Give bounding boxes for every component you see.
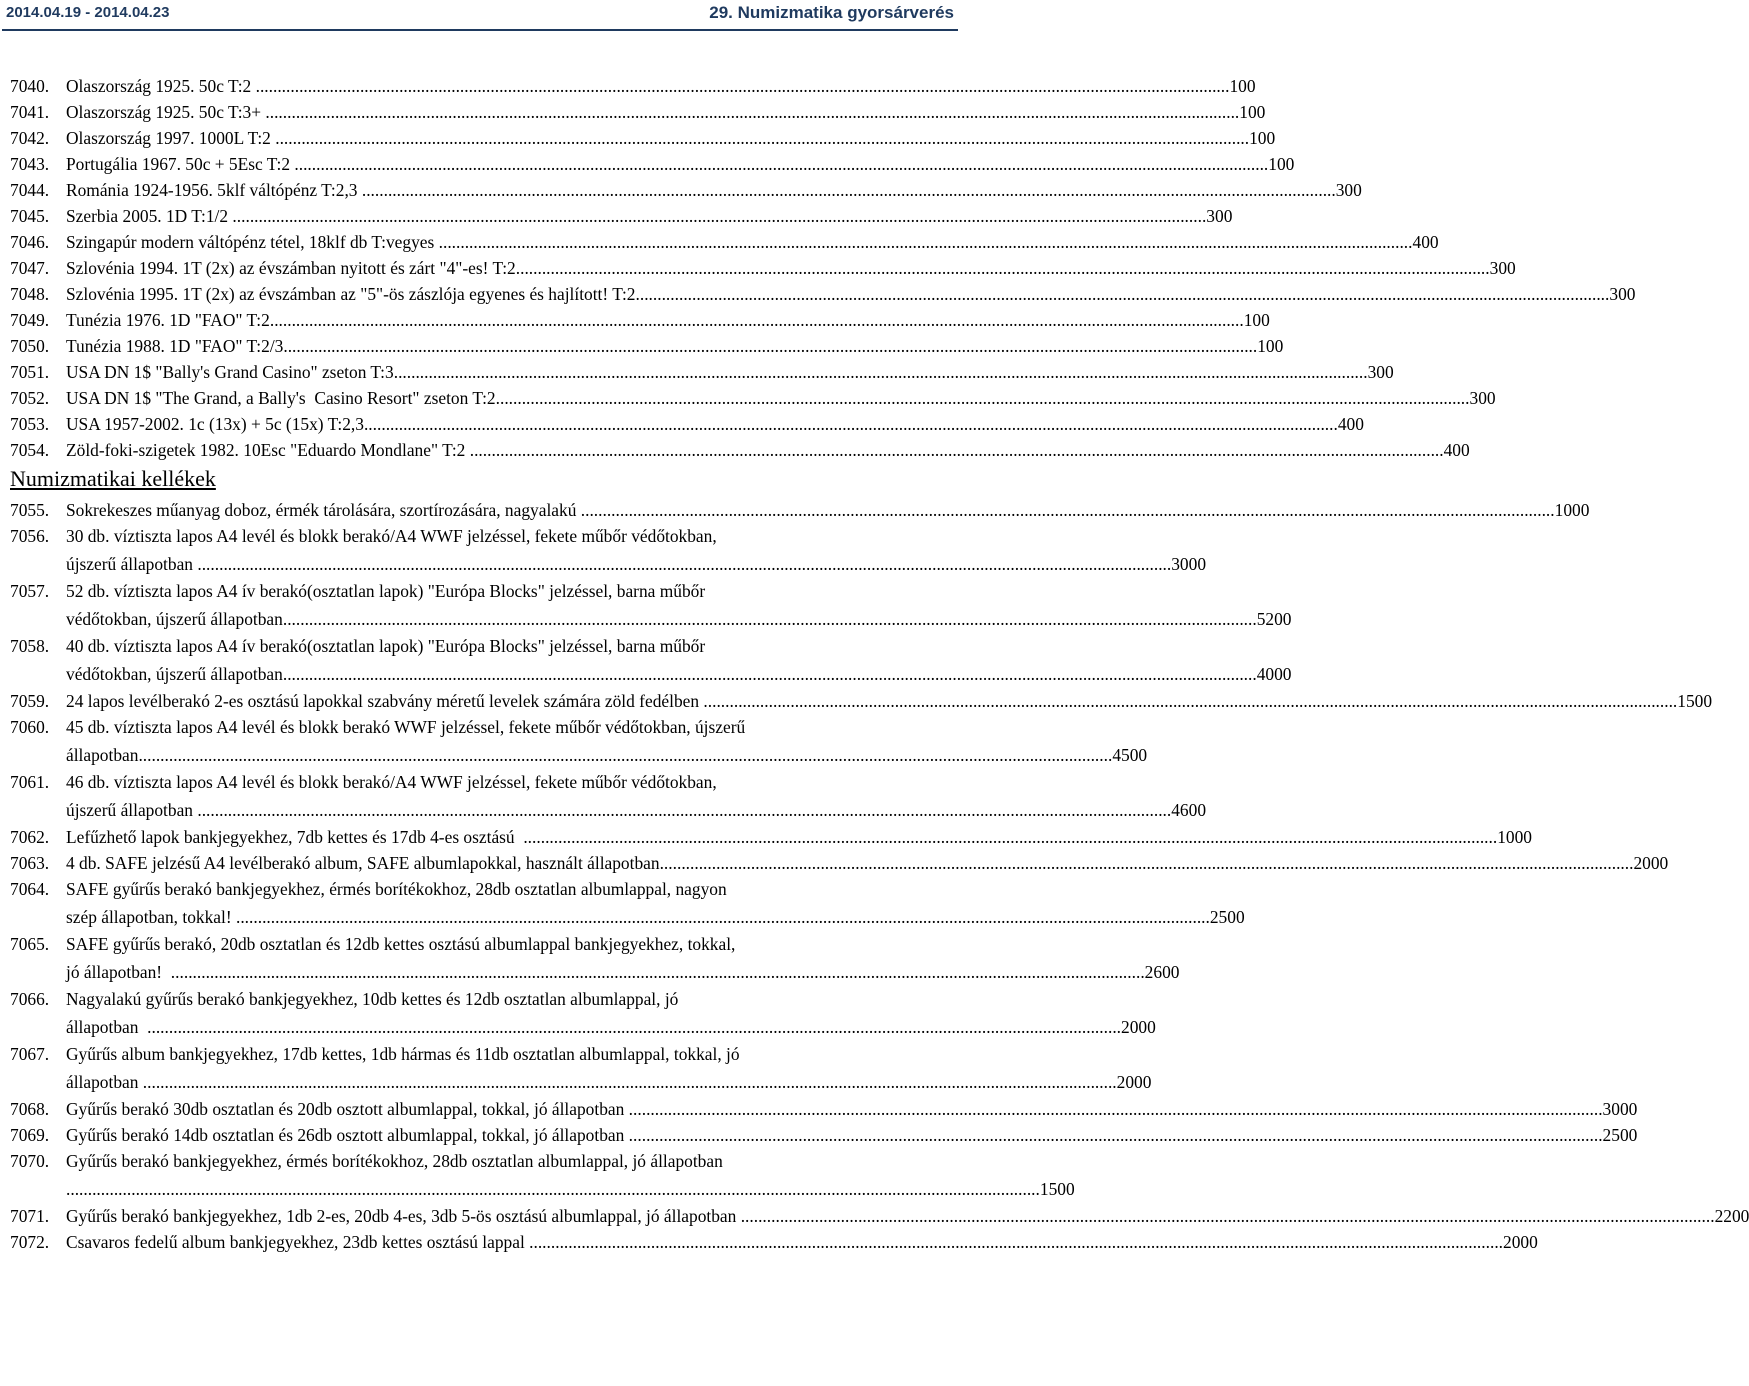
lot-line: [66, 99, 1265, 125]
lot-line: [66, 850, 1668, 876]
lot-description: [66, 307, 1270, 333]
lot-price: 300: [1367, 362, 1394, 382]
lot-text: Tunézia 1976. 1D "FAO" T:2: [66, 310, 270, 330]
lot-text: Gyűrűs berakó 30db osztatlan és 20db osztott albumlappal, tokkal, jó állapotban: [66, 1099, 629, 1119]
lot-price: 3000: [1602, 1099, 1638, 1119]
lot-price: 300: [1335, 180, 1362, 200]
lot-description: [66, 688, 1712, 714]
dot-leader: [147, 1014, 1121, 1042]
dot-leader: [362, 177, 1336, 203]
dot-leader: [496, 385, 1470, 411]
lot-text: 40 db. víztiszta lapos A4 ív berakó(osztatlan lapok) "Európa Blocks" jelzéssel, barna műbőr: [66, 636, 706, 656]
lot-number: 7072.: [10, 1232, 50, 1252]
lot-price: 4500: [1112, 744, 1148, 765]
dot-leader: [470, 437, 1444, 463]
lot-item: [10, 714, 1148, 769]
lot-item: [10, 1122, 1638, 1148]
dot-leader: [171, 959, 1145, 987]
lot-line: [66, 633, 1292, 661]
dot-leader: [275, 125, 1249, 151]
lot-text: SAFE gyűrűs berakó, 20db osztatlan és 12db kettes osztású albumlappal bankjegyekhez, tokkal,: [66, 934, 736, 954]
lot-line: [66, 578, 1292, 606]
lot-number: 7064.: [10, 879, 50, 899]
lot-number: 7042.: [10, 128, 50, 148]
lot-item: [10, 359, 1394, 385]
lot-text: Gyűrűs berakó 14db osztatlan és 26db osztott albumlappal, tokkal, jó állapotban: [66, 1125, 629, 1145]
lot-text: Csavaros fedelű album bankjegyekhez, 23db kettes osztású lappal: [66, 1232, 530, 1252]
lot-price: 1000: [1497, 827, 1532, 847]
lot-text: jó állapotban!: [66, 961, 171, 982]
lot-number: 7069.: [10, 1125, 50, 1145]
lot-price: 4000: [1256, 663, 1292, 684]
lot-text: 24 lapos levélberakó 2-es osztású lapokkal szabvány méretű levelek számára zöld fedélben: [66, 691, 704, 711]
dot-leader: [283, 661, 1257, 689]
lot-number: 7046.: [10, 232, 50, 252]
lot-text: 46 db. víztiszta lapos A4 levél és blokk berakó/A4 WWF jelzéssel, fekete műbőr védőtokban,: [66, 772, 717, 792]
lot-description: [66, 769, 1206, 824]
lot-price: 2500: [1602, 1125, 1638, 1145]
lot-line: [66, 359, 1394, 385]
lot-text: USA DN 1$ "Bally's Grand Casino" zseton T:3: [66, 362, 394, 382]
lot-price: 1500: [1039, 1178, 1075, 1199]
lot-text: állapotban: [66, 744, 139, 765]
lot-line: [66, 333, 1283, 359]
lot-item: [10, 876, 1245, 931]
lot-line: [66, 824, 1532, 850]
lot-description: [66, 497, 1589, 523]
lot-line: [66, 742, 1147, 770]
dot-leader: [516, 255, 1490, 281]
lot-line: [66, 281, 1635, 307]
lot-item: [10, 769, 1207, 824]
lot-item: [10, 229, 1439, 255]
lot-number: 7065.: [10, 934, 50, 954]
lot-text: Gyűrűs berakó bankjegyekhez, 1db 2-es, 20db 4-es, 3db 5-ös osztású albumlappal, jó állapotban: [66, 1206, 741, 1226]
lot-price: 300: [1609, 284, 1636, 304]
lot-item: [10, 986, 1156, 1041]
dot-leader: [138, 742, 1112, 770]
lot-item: [10, 307, 1270, 333]
section-title: Numizmatikai kellékek: [10, 466, 216, 491]
dot-leader: [523, 824, 1497, 850]
lot-line: [66, 1176, 1075, 1204]
lot-description: [66, 203, 1232, 229]
lot-description: [66, 125, 1275, 151]
lot-price: 100: [1239, 102, 1266, 122]
header-divider: [2, 29, 958, 31]
lot-description: [66, 151, 1294, 177]
dot-leader: [529, 1229, 1503, 1255]
lot-text: újszerű állapotban: [66, 553, 198, 574]
lot-number: 7049.: [10, 310, 50, 330]
lot-item: [10, 385, 1496, 411]
lot-price: 2200: [1714, 1206, 1749, 1226]
lot-text: Tunézia 1988. 1D "FAO" T:2/3: [66, 336, 284, 356]
dot-leader: [629, 1096, 1603, 1122]
lot-line: [66, 1148, 1075, 1176]
dot-leader: [629, 1122, 1603, 1148]
dot-leader: [256, 73, 1230, 99]
lot-item: [10, 203, 1233, 229]
lot-text: Szlovénia 1995. 1T (2x) az évszámban az "5"-ös zászlója egyenes és hajlított! T:2: [66, 284, 636, 304]
lot-line: [66, 1096, 1637, 1122]
dot-leader: [660, 850, 1634, 876]
lot-description: [66, 578, 1292, 633]
lot-item: [10, 824, 1532, 850]
lot-description: [66, 411, 1364, 437]
lot-item: [10, 850, 1669, 876]
auction-dates: 2014.04.19 - 2014.04.23: [6, 4, 170, 21]
lot-price: 5200: [1256, 608, 1292, 629]
lot-line: [66, 797, 1206, 825]
lot-description: [66, 850, 1668, 876]
lot-description: [66, 333, 1283, 359]
lot-text: Szerbia 2005. 1D T:1/2: [66, 206, 233, 226]
lot-number: 7044.: [10, 180, 50, 200]
lot-description: [66, 255, 1516, 281]
lot-line: [66, 661, 1292, 689]
lot-number: 7056.: [10, 526, 50, 546]
lot-price: 2500: [1209, 906, 1245, 927]
lot-text: Nagyalakú gyűrűs berakó bankjegyekhez, 10db kettes és 12db osztatlan albumlappal, jó: [66, 989, 679, 1009]
lot-number: 7041.: [10, 102, 50, 122]
dot-leader: [283, 333, 1257, 359]
lot-item: [10, 177, 1362, 203]
lot-description: [66, 986, 1156, 1041]
lot-number: 7058.: [10, 636, 50, 656]
dot-leader: [283, 606, 1257, 634]
dot-leader: [197, 551, 1171, 579]
lot-price: 4600: [1171, 799, 1207, 820]
lot-number: 7070.: [10, 1151, 50, 1171]
dot-leader: [270, 307, 1244, 333]
lot-item: [10, 151, 1295, 177]
lot-text: védőtokban, újszerű állapotban: [66, 608, 283, 629]
lot-text: 4 db. SAFE jelzésű A4 levélberakó album, SAFE albumlapokkal, használt állapotban: [66, 853, 660, 873]
lot-item: [10, 125, 1276, 151]
lot-price: 3000: [1171, 553, 1207, 574]
lot-text: 30 db. víztiszta lapos A4 levél és blokk berakó/A4 WWF jelzéssel, fekete műbőr védőtokban,: [66, 526, 717, 546]
coin-lots: [10, 73, 1636, 463]
lot-item: [10, 411, 1364, 437]
lot-line: [66, 437, 1470, 463]
page-header: [0, 0, 960, 30]
lot-line: [66, 177, 1362, 203]
dot-leader: [294, 151, 1268, 177]
lot-number: 7050.: [10, 336, 50, 356]
lot-description: [66, 359, 1394, 385]
lot-text: Zöld-foki-szigetek 1982. 10Esc "Eduardo Mondlane" T:2: [66, 440, 470, 460]
lot-price: 1000: [1554, 500, 1590, 520]
dot-leader: [143, 1069, 1117, 1097]
lot-item: [10, 1229, 1538, 1255]
lot-line: [66, 904, 1245, 932]
lot-list: [10, 73, 1749, 1255]
lot-description: [66, 1096, 1637, 1122]
lot-line: [66, 1229, 1538, 1255]
lot-description: [66, 281, 1635, 307]
lot-price: 2000: [1121, 1016, 1156, 1037]
lot-line: [66, 606, 1292, 634]
dot-leader: [197, 797, 1171, 825]
lot-price: 300: [1489, 258, 1516, 278]
lot-text: állapotban: [66, 1016, 148, 1037]
lot-number: 7059.: [10, 691, 50, 711]
lot-item: [10, 688, 1713, 714]
lot-description: [66, 824, 1532, 850]
lot-line: [66, 307, 1270, 333]
lot-number: 7043.: [10, 154, 50, 174]
lot-price: 100: [1243, 310, 1270, 330]
lot-line: [66, 203, 1232, 229]
dot-leader: [236, 904, 1210, 932]
lot-text: Gyűrűs album bankjegyekhez, 17db kettes, 1db hármas és 11db osztatlan albumlappal, tokkal, jó: [66, 1044, 740, 1064]
lot-price: 100: [1268, 154, 1295, 174]
dot-leader: [66, 1176, 1040, 1204]
lot-text: újszerű állapotban: [66, 799, 198, 820]
lot-number: 7068.: [10, 1099, 50, 1119]
lot-line: [66, 1122, 1637, 1148]
lot-number: 7048.: [10, 284, 50, 304]
lot-line: [66, 714, 1147, 742]
lot-line: [66, 959, 1179, 987]
lot-number: 7047.: [10, 258, 50, 278]
dot-leader: [703, 688, 1677, 714]
lot-line: [66, 125, 1275, 151]
dot-leader: [636, 281, 1610, 307]
lot-line: [66, 229, 1439, 255]
lot-line: [66, 523, 1206, 551]
lot-number: 7052.: [10, 388, 50, 408]
lot-description: [66, 99, 1265, 125]
lot-price: 2000: [1116, 1071, 1152, 1092]
lot-price: 1500: [1677, 691, 1713, 711]
lot-number: 7053.: [10, 414, 50, 434]
lot-line: [66, 1069, 1151, 1097]
auction-title: 29. Numizmatika gyorsárverés: [709, 3, 954, 22]
lot-text: szép állapotban, tokkal!: [66, 906, 236, 927]
lot-number: 7051.: [10, 362, 50, 382]
lot-description: [66, 714, 1147, 769]
lot-description: [66, 876, 1245, 931]
accessory-lots: [10, 497, 1749, 1255]
lot-text: Gyűrűs berakó bankjegyekhez, érmés borítékokhoz, 28db osztatlan albumlappal, jó állapotban: [66, 1151, 723, 1171]
lot-description: [66, 229, 1439, 255]
lot-price: 2000: [1633, 853, 1669, 873]
lot-item: [10, 578, 1292, 633]
lot-number: 7063.: [10, 853, 50, 873]
lot-item: [10, 633, 1292, 688]
lot-item: [10, 931, 1180, 986]
lot-item: [10, 73, 1256, 99]
lot-price: 100: [1229, 76, 1256, 96]
lot-item: [10, 1041, 1152, 1096]
lot-number: 7057.: [10, 581, 50, 601]
lot-item: [10, 281, 1636, 307]
lot-text: Olaszország 1925. 50c T:3+: [66, 102, 266, 122]
lot-price: 100: [1257, 336, 1284, 356]
lot-description: [66, 177, 1362, 203]
lot-text: 45 db. víztiszta lapos A4 levél és blokk berakó WWF jelzéssel, fekete műbőr védőtokban, újszerű: [66, 717, 746, 737]
lot-line: [66, 986, 1156, 1014]
lot-text: SAFE gyűrűs berakó bankjegyekhez, érmés borítékokhoz, 28db osztatlan albumlappal, nagyon: [66, 879, 727, 899]
lot-item: [10, 523, 1207, 578]
lot-line: [66, 385, 1496, 411]
lot-number: 7067.: [10, 1044, 50, 1064]
dot-leader: [394, 359, 1368, 385]
lot-price: 100: [1249, 128, 1276, 148]
lot-text: USA 1957-2002. 1c (13x) + 5c (15x) T:2,3: [66, 414, 364, 434]
lot-text: Olaszország 1925. 50c T:2: [66, 76, 256, 96]
lot-number: 7054.: [10, 440, 50, 460]
lot-number: 7061.: [10, 772, 50, 792]
lot-price: 400: [1412, 232, 1439, 252]
lot-line: [66, 151, 1294, 177]
lot-text: Románia 1924-1956. 5klf váltópénz T:2,3: [66, 180, 362, 200]
lot-description: [66, 1203, 1749, 1229]
lot-number: 7071.: [10, 1206, 50, 1226]
lot-text: Lefűzhető lapok bankjegyekhez, 7db kettes és 17db 4-es osztású: [66, 827, 524, 847]
lot-text: Portugália 1967. 50c + 5Esc T:2: [66, 154, 295, 174]
lot-item: [10, 333, 1284, 359]
lot-line: [66, 1014, 1156, 1042]
lot-description: [66, 1041, 1151, 1096]
lot-line: [66, 551, 1206, 579]
lot-text: állapotban: [66, 1071, 143, 1092]
lot-line: [66, 1041, 1151, 1069]
lot-line: [66, 931, 1179, 959]
dot-leader: [581, 497, 1555, 523]
dot-leader: [265, 99, 1239, 125]
lot-description: [66, 633, 1292, 688]
lot-description: [66, 1148, 1075, 1203]
lot-text: védőtokban, újszerű állapotban: [66, 663, 283, 684]
lot-item: [10, 497, 1590, 523]
lot-line: [66, 73, 1256, 99]
lot-description: [66, 437, 1470, 463]
lot-description: [66, 1122, 1637, 1148]
lot-item: [10, 1203, 1749, 1229]
lot-line: [66, 411, 1364, 437]
lot-text: Szlovénia 1994. 1T (2x) az évszámban nyitott és zárt "4"-es! T:2: [66, 258, 516, 278]
lot-description: [66, 931, 1179, 986]
lot-item: [10, 437, 1470, 463]
lot-item: [10, 99, 1266, 125]
dot-leader: [741, 1203, 1715, 1229]
lot-number: 7060.: [10, 717, 50, 737]
lot-price: 300: [1206, 206, 1233, 226]
lot-line: [66, 497, 1589, 523]
lot-line: [66, 255, 1516, 281]
lot-price: 2600: [1144, 961, 1180, 982]
lot-number: 7062.: [10, 827, 50, 847]
lot-number: 7066.: [10, 989, 50, 1009]
lot-text: USA DN 1$ "The Grand, a Bally's Casino Resort" zseton T:2: [66, 388, 496, 408]
lot-line: [66, 769, 1206, 797]
lot-item: [10, 1096, 1638, 1122]
lot-description: [66, 1229, 1538, 1255]
lot-price: 2000: [1503, 1232, 1538, 1252]
lot-price: 400: [1443, 440, 1470, 460]
lot-number: 7055.: [10, 500, 50, 520]
lot-item: [10, 255, 1516, 281]
lot-price: 300: [1469, 388, 1496, 408]
lot-description: [66, 73, 1256, 99]
lot-line: [66, 876, 1245, 904]
lot-number: 7040.: [10, 76, 50, 96]
lot-price: 400: [1337, 414, 1364, 434]
lot-text: 52 db. víztiszta lapos A4 ív berakó(osztatlan lapok) "Európa Blocks" jelzéssel, barna műbőr: [66, 581, 706, 601]
lot-line: [66, 688, 1712, 714]
dot-leader: [439, 229, 1413, 255]
lot-item: [10, 1148, 1075, 1203]
lot-text: Szingapúr modern váltópénz tétel, 18klf db T:vegyes: [66, 232, 439, 252]
dot-leader: [364, 411, 1338, 437]
lot-number: 7045.: [10, 206, 50, 226]
dot-leader: [232, 203, 1206, 229]
lot-text: Sokrekeszes műanyag doboz, érmék tárolására, szortírozására, nagyalakú: [66, 500, 581, 520]
lot-description: [66, 385, 1496, 411]
lot-text: Olaszország 1997. 1000L T:2: [66, 128, 276, 148]
lot-description: [66, 523, 1206, 578]
lot-line: [66, 1203, 1749, 1229]
